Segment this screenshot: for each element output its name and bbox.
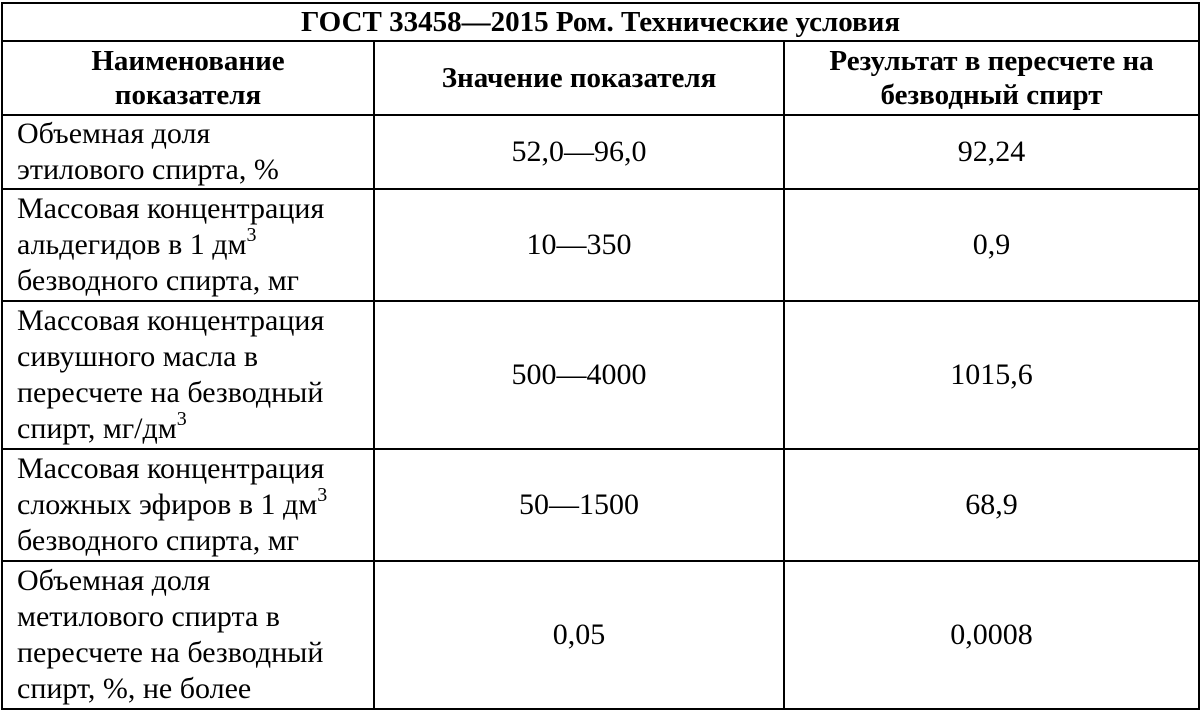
table-row: [2, 115, 1199, 189]
name-line: пересчете на безводный: [17, 636, 324, 669]
indicator-name: [2, 301, 374, 449]
name-line: [17, 484, 369, 523]
header-line: Наименование: [91, 45, 285, 77]
indicator-result: 1015,6: [784, 301, 1199, 449]
name-line: [17, 408, 369, 447]
name-line: Объемная доля: [17, 564, 211, 597]
indicator-result: 92,24: [784, 115, 1199, 189]
indicator-value: 50—1500: [374, 449, 784, 561]
name-line: Объемная доля: [17, 117, 211, 150]
indicator-name: [2, 561, 374, 709]
name-line: этилового спирта, %: [17, 153, 279, 186]
table-row: [2, 189, 1199, 301]
header-indicator-value: Значение показателя: [374, 41, 784, 115]
indicator-value: 500—4000: [374, 301, 784, 449]
indicator-name: [2, 189, 374, 301]
name-line: метилового спирта в: [17, 600, 280, 633]
header-line: Результат в пересчете на: [829, 45, 1154, 77]
name-line: пересчете на безводный: [17, 376, 324, 409]
superscript: 3: [246, 224, 257, 246]
name-line: безводного спирта, мг: [17, 264, 299, 297]
table-header-row: [2, 41, 1199, 115]
indicator-result: 68,9: [784, 449, 1199, 561]
header-result-anhydrous: [784, 41, 1199, 115]
table-row: [2, 561, 1199, 709]
superscript: 3: [317, 484, 328, 506]
name-line: сивушного масла в: [17, 340, 259, 373]
indicator-name: [2, 115, 374, 189]
indicator-name: [2, 449, 374, 561]
name-line-text: сложных эфиров в 1 дм: [17, 488, 318, 521]
table-title: ГОСТ 33458—2015 Ром. Технические условия: [2, 3, 1199, 41]
indicator-value: 0,05: [374, 561, 784, 709]
name-line: спирт, %, не более: [17, 672, 252, 705]
name-line-text: спирт, мг/дм: [17, 412, 177, 445]
header-line: показателя: [114, 79, 262, 111]
indicator-value: 10—350: [374, 189, 784, 301]
gost-rum-specification-table: [1, 2, 1200, 710]
table-title-row: [2, 3, 1199, 41]
name-line: Массовая концентрация: [17, 452, 325, 485]
name-line: [17, 224, 369, 263]
name-line: безводного спирта, мг: [17, 524, 299, 557]
header-line: безводный спирт: [880, 79, 1103, 111]
indicator-result: 0,9: [784, 189, 1199, 301]
table-row: [2, 449, 1199, 561]
name-line: Массовая концентрация: [17, 192, 325, 225]
superscript: 3: [176, 408, 187, 430]
indicator-result: 0,0008: [784, 561, 1199, 709]
table-row: [2, 301, 1199, 449]
name-line-text: альдегидов в 1 дм: [17, 228, 247, 261]
header-indicator-name: [2, 41, 374, 115]
indicator-value: 52,0—96,0: [374, 115, 784, 189]
name-line: Массовая концентрация: [17, 304, 325, 337]
